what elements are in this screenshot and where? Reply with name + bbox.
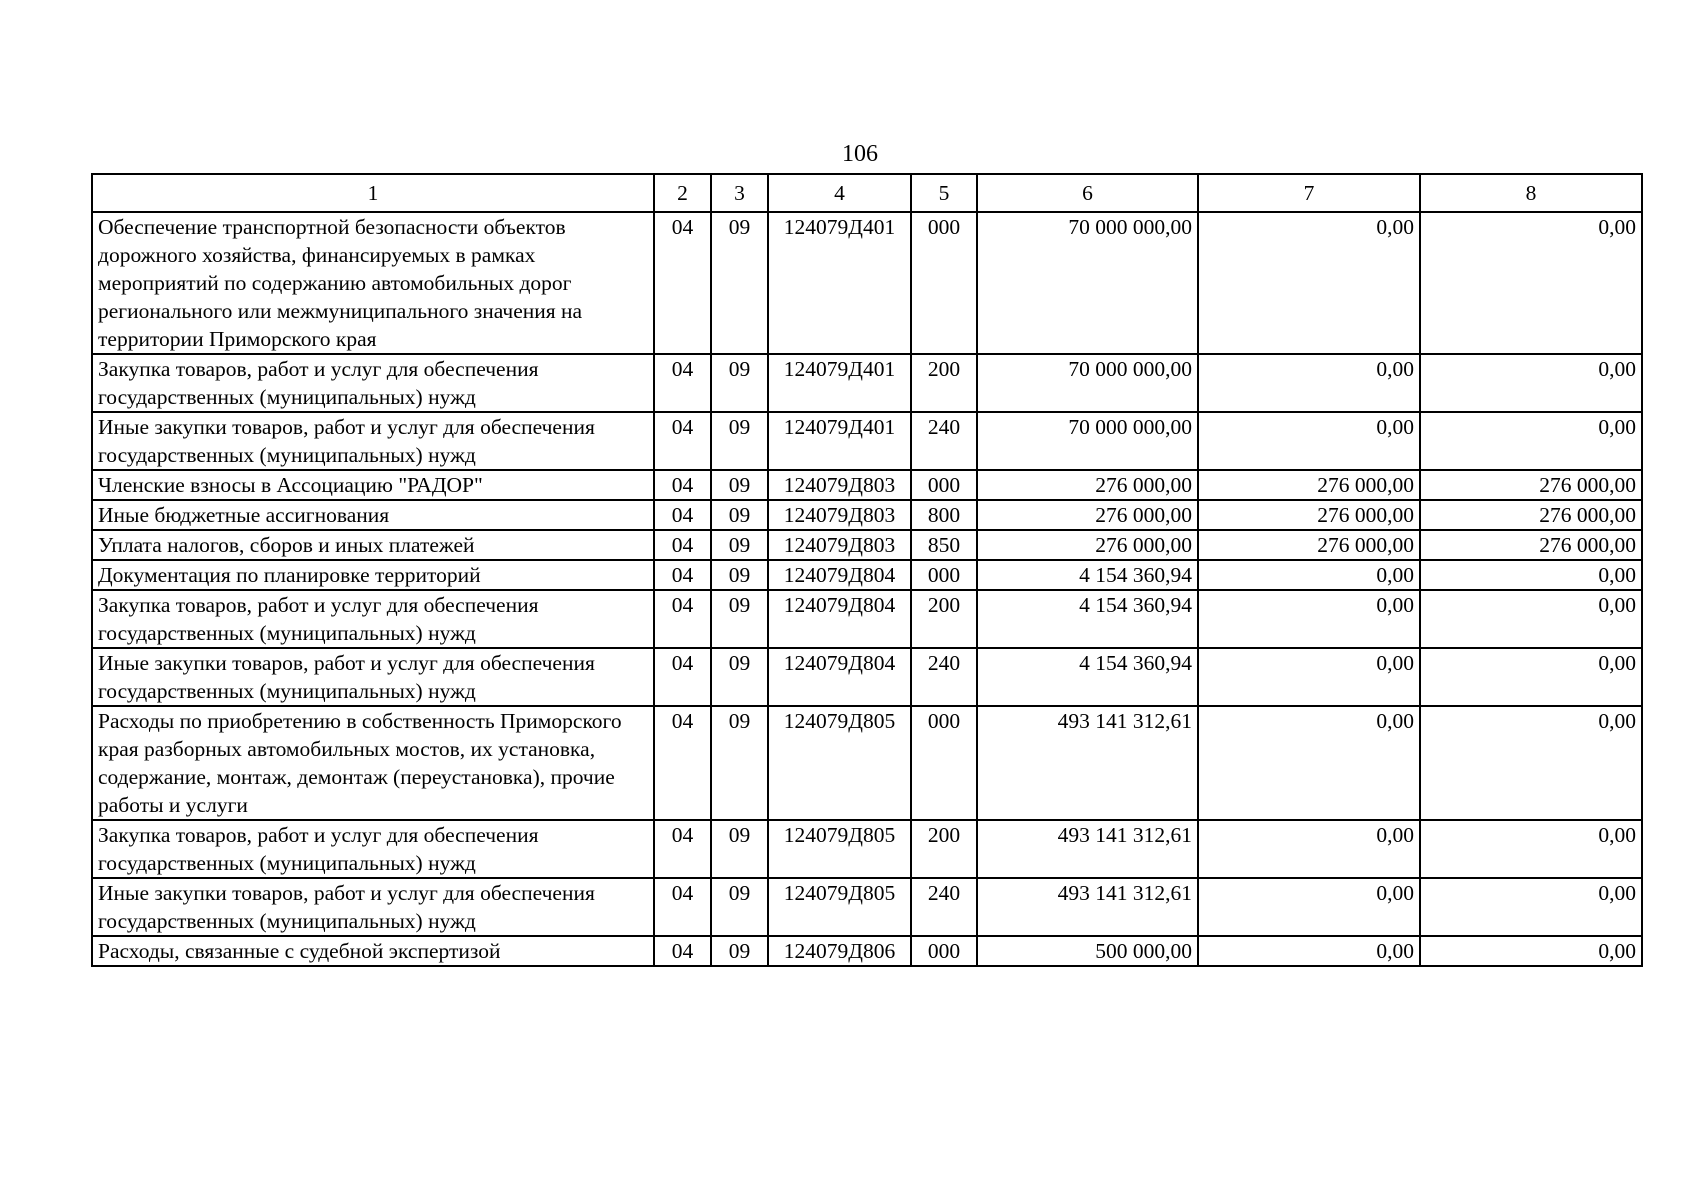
expense-type-cell: 240	[911, 412, 977, 470]
amount-col8-cell: 276 000,00	[1420, 530, 1642, 560]
header-cell-7: 7	[1198, 174, 1420, 212]
expense-type-cell: 000	[911, 560, 977, 590]
expense-type-cell: 800	[911, 500, 977, 530]
amount-col7-cell: 276 000,00	[1198, 530, 1420, 560]
table-row	[92, 500, 1642, 530]
amount-col7-cell: 0,00	[1198, 878, 1420, 936]
subsection-code-cell: 09	[711, 470, 768, 500]
row-name-cell: Членские взносы в Ассоциацию "РАДОР"	[92, 470, 654, 500]
table-row	[92, 560, 1642, 590]
expense-type-cell: 200	[911, 820, 977, 878]
row-name-cell: Расходы, связанные с судебной экспертизой	[92, 936, 654, 966]
section-code-cell: 04	[654, 530, 711, 560]
section-code-cell: 04	[654, 354, 711, 412]
target-article-cell: 124079Д803	[768, 500, 911, 530]
target-article-cell: 124079Д806	[768, 936, 911, 966]
expense-type-cell: 000	[911, 936, 977, 966]
expense-type-cell: 240	[911, 648, 977, 706]
amount-col6-cell: 4 154 360,94	[977, 648, 1198, 706]
amount-col6-cell: 70 000 000,00	[977, 412, 1198, 470]
section-code-cell: 04	[654, 560, 711, 590]
table-row	[92, 212, 1642, 354]
page-number: 106	[842, 141, 878, 167]
row-name-cell: Иные закупки товаров, работ и услуг для обеспечения государственных (муниципальных) нужд	[92, 412, 654, 470]
header-cell-6: 6	[977, 174, 1198, 212]
section-code-cell: 04	[654, 820, 711, 878]
target-article-cell: 124079Д805	[768, 706, 911, 820]
header-cell-5: 5	[911, 174, 977, 212]
target-article-cell: 124079Д401	[768, 412, 911, 470]
amount-col6-cell: 493 141 312,61	[977, 878, 1198, 936]
amount-col8-cell: 0,00	[1420, 648, 1642, 706]
table-row	[92, 648, 1642, 706]
amount-col7-cell: 0,00	[1198, 648, 1420, 706]
amount-col8-cell: 0,00	[1420, 590, 1642, 648]
row-name-cell: Закупка товаров, работ и услуг для обеспечения государственных (муниципальных) нужд	[92, 354, 654, 412]
amount-col6-cell: 4 154 360,94	[977, 590, 1198, 648]
amount-col6-cell: 70 000 000,00	[977, 212, 1198, 354]
target-article-cell: 124079Д804	[768, 560, 911, 590]
subsection-code-cell: 09	[711, 878, 768, 936]
target-article-cell: 124079Д804	[768, 648, 911, 706]
expense-type-cell: 850	[911, 530, 977, 560]
amount-col8-cell: 0,00	[1420, 212, 1642, 354]
expense-type-cell: 200	[911, 590, 977, 648]
row-name-cell: Расходы по приобретению в собственность Приморского края разборных автомобильных мостов, их установка, содержание, монтаж, демонтаж (переустановка), прочие работы и услуги	[92, 706, 654, 820]
table-row	[92, 878, 1642, 936]
amount-col7-cell: 0,00	[1198, 590, 1420, 648]
amount-col8-cell: 0,00	[1420, 412, 1642, 470]
expense-type-cell: 200	[911, 354, 977, 412]
amount-col8-cell: 276 000,00	[1420, 500, 1642, 530]
target-article-cell: 124079Д805	[768, 878, 911, 936]
subsection-code-cell: 09	[711, 212, 768, 354]
amount-col7-cell: 0,00	[1198, 212, 1420, 354]
target-article-cell: 124079Д803	[768, 470, 911, 500]
amount-col8-cell: 276 000,00	[1420, 470, 1642, 500]
header-cell-3: 3	[711, 174, 768, 212]
subsection-code-cell: 09	[711, 560, 768, 590]
amount-col6-cell: 276 000,00	[977, 500, 1198, 530]
amount-col7-cell: 0,00	[1198, 354, 1420, 412]
row-name-cell: Закупка товаров, работ и услуг для обеспечения государственных (муниципальных) нужд	[92, 590, 654, 648]
subsection-code-cell: 09	[711, 500, 768, 530]
amount-col7-cell: 0,00	[1198, 706, 1420, 820]
amount-col8-cell: 0,00	[1420, 560, 1642, 590]
amount-col8-cell: 0,00	[1420, 820, 1642, 878]
amount-col8-cell: 0,00	[1420, 878, 1642, 936]
row-name-cell: Иные бюджетные ассигнования	[92, 500, 654, 530]
row-name-cell: Закупка товаров, работ и услуг для обеспечения государственных (муниципальных) нужд	[92, 820, 654, 878]
amount-col6-cell: 4 154 360,94	[977, 560, 1198, 590]
target-article-cell: 124079Д804	[768, 590, 911, 648]
section-code-cell: 04	[654, 412, 711, 470]
target-article-cell: 124079Д805	[768, 820, 911, 878]
table-header-row	[92, 174, 1642, 212]
amount-col7-cell: 276 000,00	[1198, 470, 1420, 500]
row-name-cell: Уплата налогов, сборов и иных платежей	[92, 530, 654, 560]
expense-type-cell: 240	[911, 878, 977, 936]
section-code-cell: 04	[654, 590, 711, 648]
table-row	[92, 706, 1642, 820]
table-row	[92, 530, 1642, 560]
subsection-code-cell: 09	[711, 412, 768, 470]
section-code-cell: 04	[654, 878, 711, 936]
subsection-code-cell: 09	[711, 354, 768, 412]
table-row	[92, 590, 1642, 648]
row-name-cell: Иные закупки товаров, работ и услуг для обеспечения государственных (муниципальных) нужд	[92, 648, 654, 706]
expense-type-cell: 000	[911, 470, 977, 500]
amount-col6-cell: 276 000,00	[977, 470, 1198, 500]
row-name-cell: Иные закупки товаров, работ и услуг для обеспечения государственных (муниципальных) нужд	[92, 878, 654, 936]
amount-col6-cell: 493 141 312,61	[977, 706, 1198, 820]
subsection-code-cell: 09	[711, 530, 768, 560]
subsection-code-cell: 09	[711, 648, 768, 706]
section-code-cell: 04	[654, 470, 711, 500]
section-code-cell: 04	[654, 500, 711, 530]
amount-col8-cell: 0,00	[1420, 936, 1642, 966]
amount-col8-cell: 0,00	[1420, 354, 1642, 412]
amount-col8-cell: 0,00	[1420, 706, 1642, 820]
table-row	[92, 936, 1642, 966]
amount-col6-cell: 493 141 312,61	[977, 820, 1198, 878]
amount-col7-cell: 0,00	[1198, 936, 1420, 966]
amount-col7-cell: 0,00	[1198, 560, 1420, 590]
amount-col6-cell: 276 000,00	[977, 530, 1198, 560]
row-name-cell: Документация по планировке территорий	[92, 560, 654, 590]
subsection-code-cell: 09	[711, 706, 768, 820]
budget-table	[91, 173, 1643, 967]
header-cell-8: 8	[1420, 174, 1642, 212]
expense-type-cell: 000	[911, 212, 977, 354]
subsection-code-cell: 09	[711, 936, 768, 966]
target-article-cell: 124079Д803	[768, 530, 911, 560]
header-cell-4: 4	[768, 174, 911, 212]
table-row	[92, 412, 1642, 470]
target-article-cell: 124079Д401	[768, 354, 911, 412]
amount-col7-cell: 0,00	[1198, 412, 1420, 470]
subsection-code-cell: 09	[711, 820, 768, 878]
header-cell-1: 1	[92, 174, 654, 212]
table-row	[92, 820, 1642, 878]
section-code-cell: 04	[654, 706, 711, 820]
amount-col6-cell: 70 000 000,00	[977, 354, 1198, 412]
amount-col7-cell: 0,00	[1198, 820, 1420, 878]
subsection-code-cell: 09	[711, 590, 768, 648]
row-name-cell: Обеспечение транспортной безопасности объектов дорожного хозяйства, финансируемых в рамках мероприятий по содержанию автомобильных дорог регионального или межмуниципального значения на территории Приморского края	[92, 212, 654, 354]
table-row	[92, 354, 1642, 412]
target-article-cell: 124079Д401	[768, 212, 911, 354]
section-code-cell: 04	[654, 212, 711, 354]
amount-col6-cell: 500 000,00	[977, 936, 1198, 966]
section-code-cell: 04	[654, 648, 711, 706]
section-code-cell: 04	[654, 936, 711, 966]
table-row	[92, 470, 1642, 500]
expense-type-cell: 000	[911, 706, 977, 820]
amount-col7-cell: 276 000,00	[1198, 500, 1420, 530]
header-cell-2: 2	[654, 174, 711, 212]
